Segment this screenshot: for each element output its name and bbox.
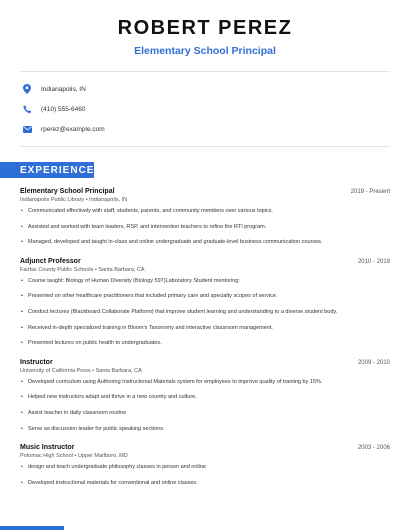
job-dates: 2019 - Present — [350, 189, 390, 195]
contact-list — [0, 72, 410, 146]
location-text: Indianapolis, IN — [41, 85, 86, 93]
job-title: Instructor — [20, 358, 53, 366]
job-organization: Potomac High School • Upper Marlboro, MD — [20, 453, 128, 460]
job-organization: University of California Press • Santa Barbara, CA — [20, 367, 142, 374]
contact-email — [22, 120, 410, 138]
job-bullet: • Course taught: Biology of Human Diversity (Biology 597)Laboratory Student mentoring: — [20, 277, 390, 293]
job-entry — [20, 258, 390, 355]
job-bullet: • Serve as discussion leader for public speaking sections. — [20, 425, 390, 441]
job-bullet: • Conduct lectures (Blackboard Collaborate Platform) that improve student learning and understanding to a diverse student body. — [20, 308, 390, 324]
job-title: Music Instructor — [20, 444, 75, 452]
job-bullet: • Assisted and worked with team leaders, RSP, and intervention teachers to refine the RTI program. — [20, 223, 390, 239]
job-entry — [20, 188, 390, 254]
job-bullet: • Developed instructional materials for conventional and online classes. — [20, 479, 390, 495]
map-pin-icon — [22, 84, 32, 94]
job-bullet: • Developed curriculum using Authoring Instructional Materials system for employees to improve quality of training by 15%. — [20, 378, 390, 394]
job-entry — [20, 359, 390, 440]
contact-location — [22, 80, 410, 98]
divider — [20, 146, 390, 147]
candidate-name: ROBERT PEREZ — [117, 17, 293, 39]
job-bullet: • Managed, developed and taught in-class and online undergraduate and graduate-level business communication courses. — [20, 238, 390, 254]
job-organization: Indianapolis Public Library • Indianapolis, IN — [20, 197, 128, 203]
job-dates: 2003 - 2006 — [357, 445, 390, 452]
job-bullet: • design and teach undergraduate philosophy classes in person and online — [20, 463, 390, 479]
job-dates: 2009 - 2010 — [357, 359, 390, 366]
job-bullet: • Presented on other healthcare practitioners that included primary care and specialty scopes of service. — [20, 292, 390, 308]
phone-icon — [22, 104, 32, 114]
job-bullet: • Helped new instructors adapt and thrive in a new country and culture. — [20, 393, 390, 409]
job-dates: 2010 - 2019 — [357, 258, 390, 265]
job-entry — [20, 444, 390, 494]
resume-header — [0, 0, 410, 57]
experience-list — [0, 178, 410, 494]
phone-text: (410) 555-6460 — [41, 105, 86, 113]
job-title: Adjunct Professor — [20, 257, 81, 265]
section-accent-bar — [0, 526, 64, 530]
job-bullet: • Communicated effectively with staff, students, parents, and community members over various topics. — [20, 207, 390, 223]
candidate-title: Elementary School Principal — [134, 45, 276, 57]
experience-section-heading: EXPERIENCE — [0, 162, 94, 178]
job-title: Elementary School Principal — [20, 188, 115, 195]
job-bullet: • Received in-depth specialized training in Bloom's Taxonomy and interactive classroom management. — [20, 324, 390, 340]
job-bullet: • Assist teacher in daily classroom routine — [20, 409, 390, 425]
job-organization: Fairfax County Public Schools • Santa Barbara, CA — [20, 266, 145, 273]
email-text[interactable]: rperez@example.com — [41, 125, 105, 133]
contact-phone — [22, 100, 410, 118]
envelope-icon — [22, 124, 32, 134]
job-bullet: • Presented lectures on public health to undergraduates. — [20, 339, 390, 355]
